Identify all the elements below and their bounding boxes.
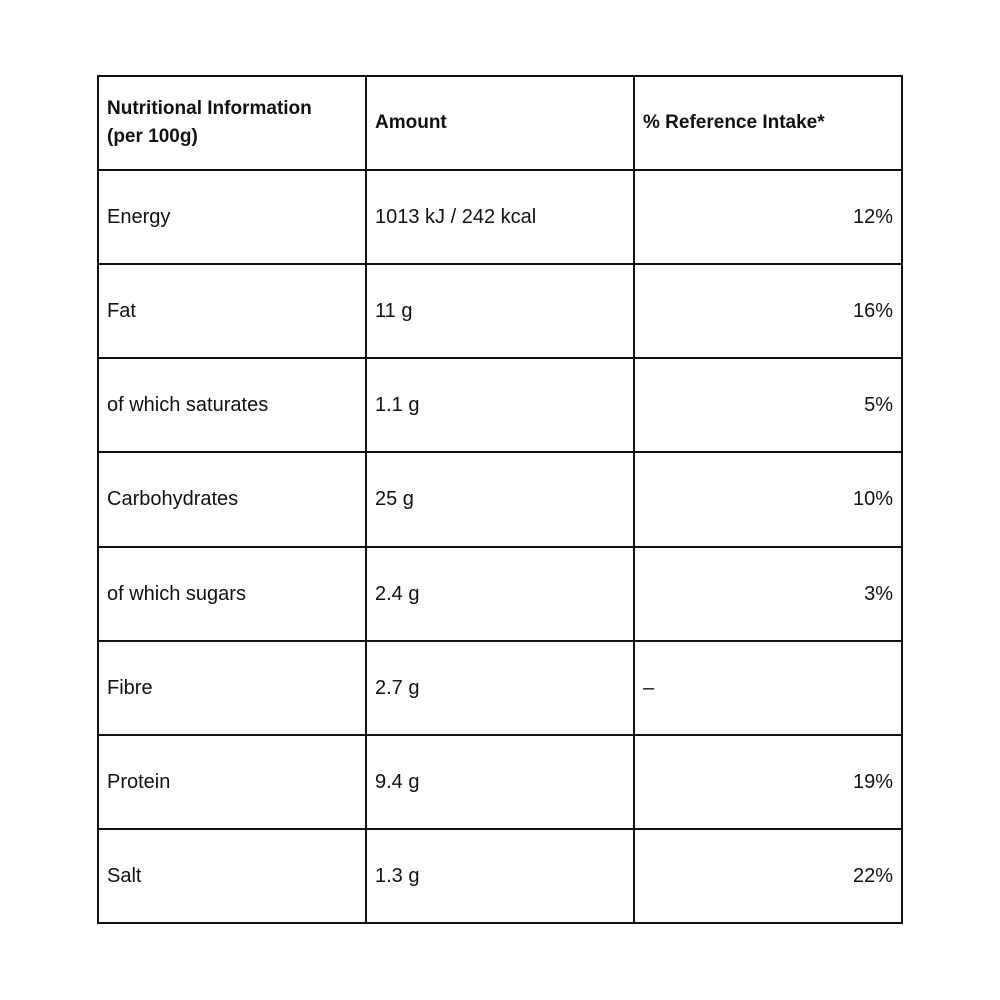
- nutrient-name: Energy: [98, 170, 366, 264]
- table-row: [98, 547, 902, 641]
- nutrient-reference-intake: 5%: [634, 358, 902, 452]
- table-row: [98, 358, 902, 452]
- table-row: [98, 641, 902, 735]
- nutrient-name: of which saturates: [98, 358, 366, 452]
- nutrient-amount: 25 g: [366, 452, 634, 546]
- nutrient-amount: 11 g: [366, 264, 634, 358]
- nutrient-amount: 2.7 g: [366, 641, 634, 735]
- table-header-row: [98, 76, 902, 170]
- nutrient-amount: 1013 kJ / 242 kcal: [366, 170, 634, 264]
- nutrient-name: Salt: [98, 829, 366, 923]
- nutrient-name: of which sugars: [98, 547, 366, 641]
- nutrient-name: Fibre: [98, 641, 366, 735]
- nutrient-reference-intake: 3%: [634, 547, 902, 641]
- table-row: [98, 264, 902, 358]
- nutrient-reference-intake: 12%: [634, 170, 902, 264]
- header-nutritional-information: [98, 76, 366, 170]
- nutrient-amount: 1.3 g: [366, 829, 634, 923]
- nutrient-name: Protein: [98, 735, 366, 829]
- nutrient-reference-intake: 16%: [634, 264, 902, 358]
- nutrient-reference-intake: 22%: [634, 829, 902, 923]
- table-row: [98, 829, 902, 923]
- header-nutritional-information-line1: Nutritional Information: [107, 98, 312, 119]
- nutrient-name: Fat: [98, 264, 366, 358]
- table-row: [98, 452, 902, 546]
- header-amount: Amount: [366, 76, 634, 170]
- table-row: [98, 735, 902, 829]
- header-reference-intake: % Reference Intake*: [634, 76, 902, 170]
- table-row: [98, 170, 902, 264]
- nutrient-name: Carbohydrates: [98, 452, 366, 546]
- nutrient-amount: 1.1 g: [366, 358, 634, 452]
- nutrient-reference-intake: 10%: [634, 452, 902, 546]
- nutrient-amount: 2.4 g: [366, 547, 634, 641]
- nutrient-reference-intake: 19%: [634, 735, 902, 829]
- nutrient-amount: 9.4 g: [366, 735, 634, 829]
- nutrition-table: [97, 75, 903, 924]
- header-nutritional-information-line2: (per 100g): [107, 126, 198, 147]
- nutrient-reference-intake: –: [634, 641, 902, 735]
